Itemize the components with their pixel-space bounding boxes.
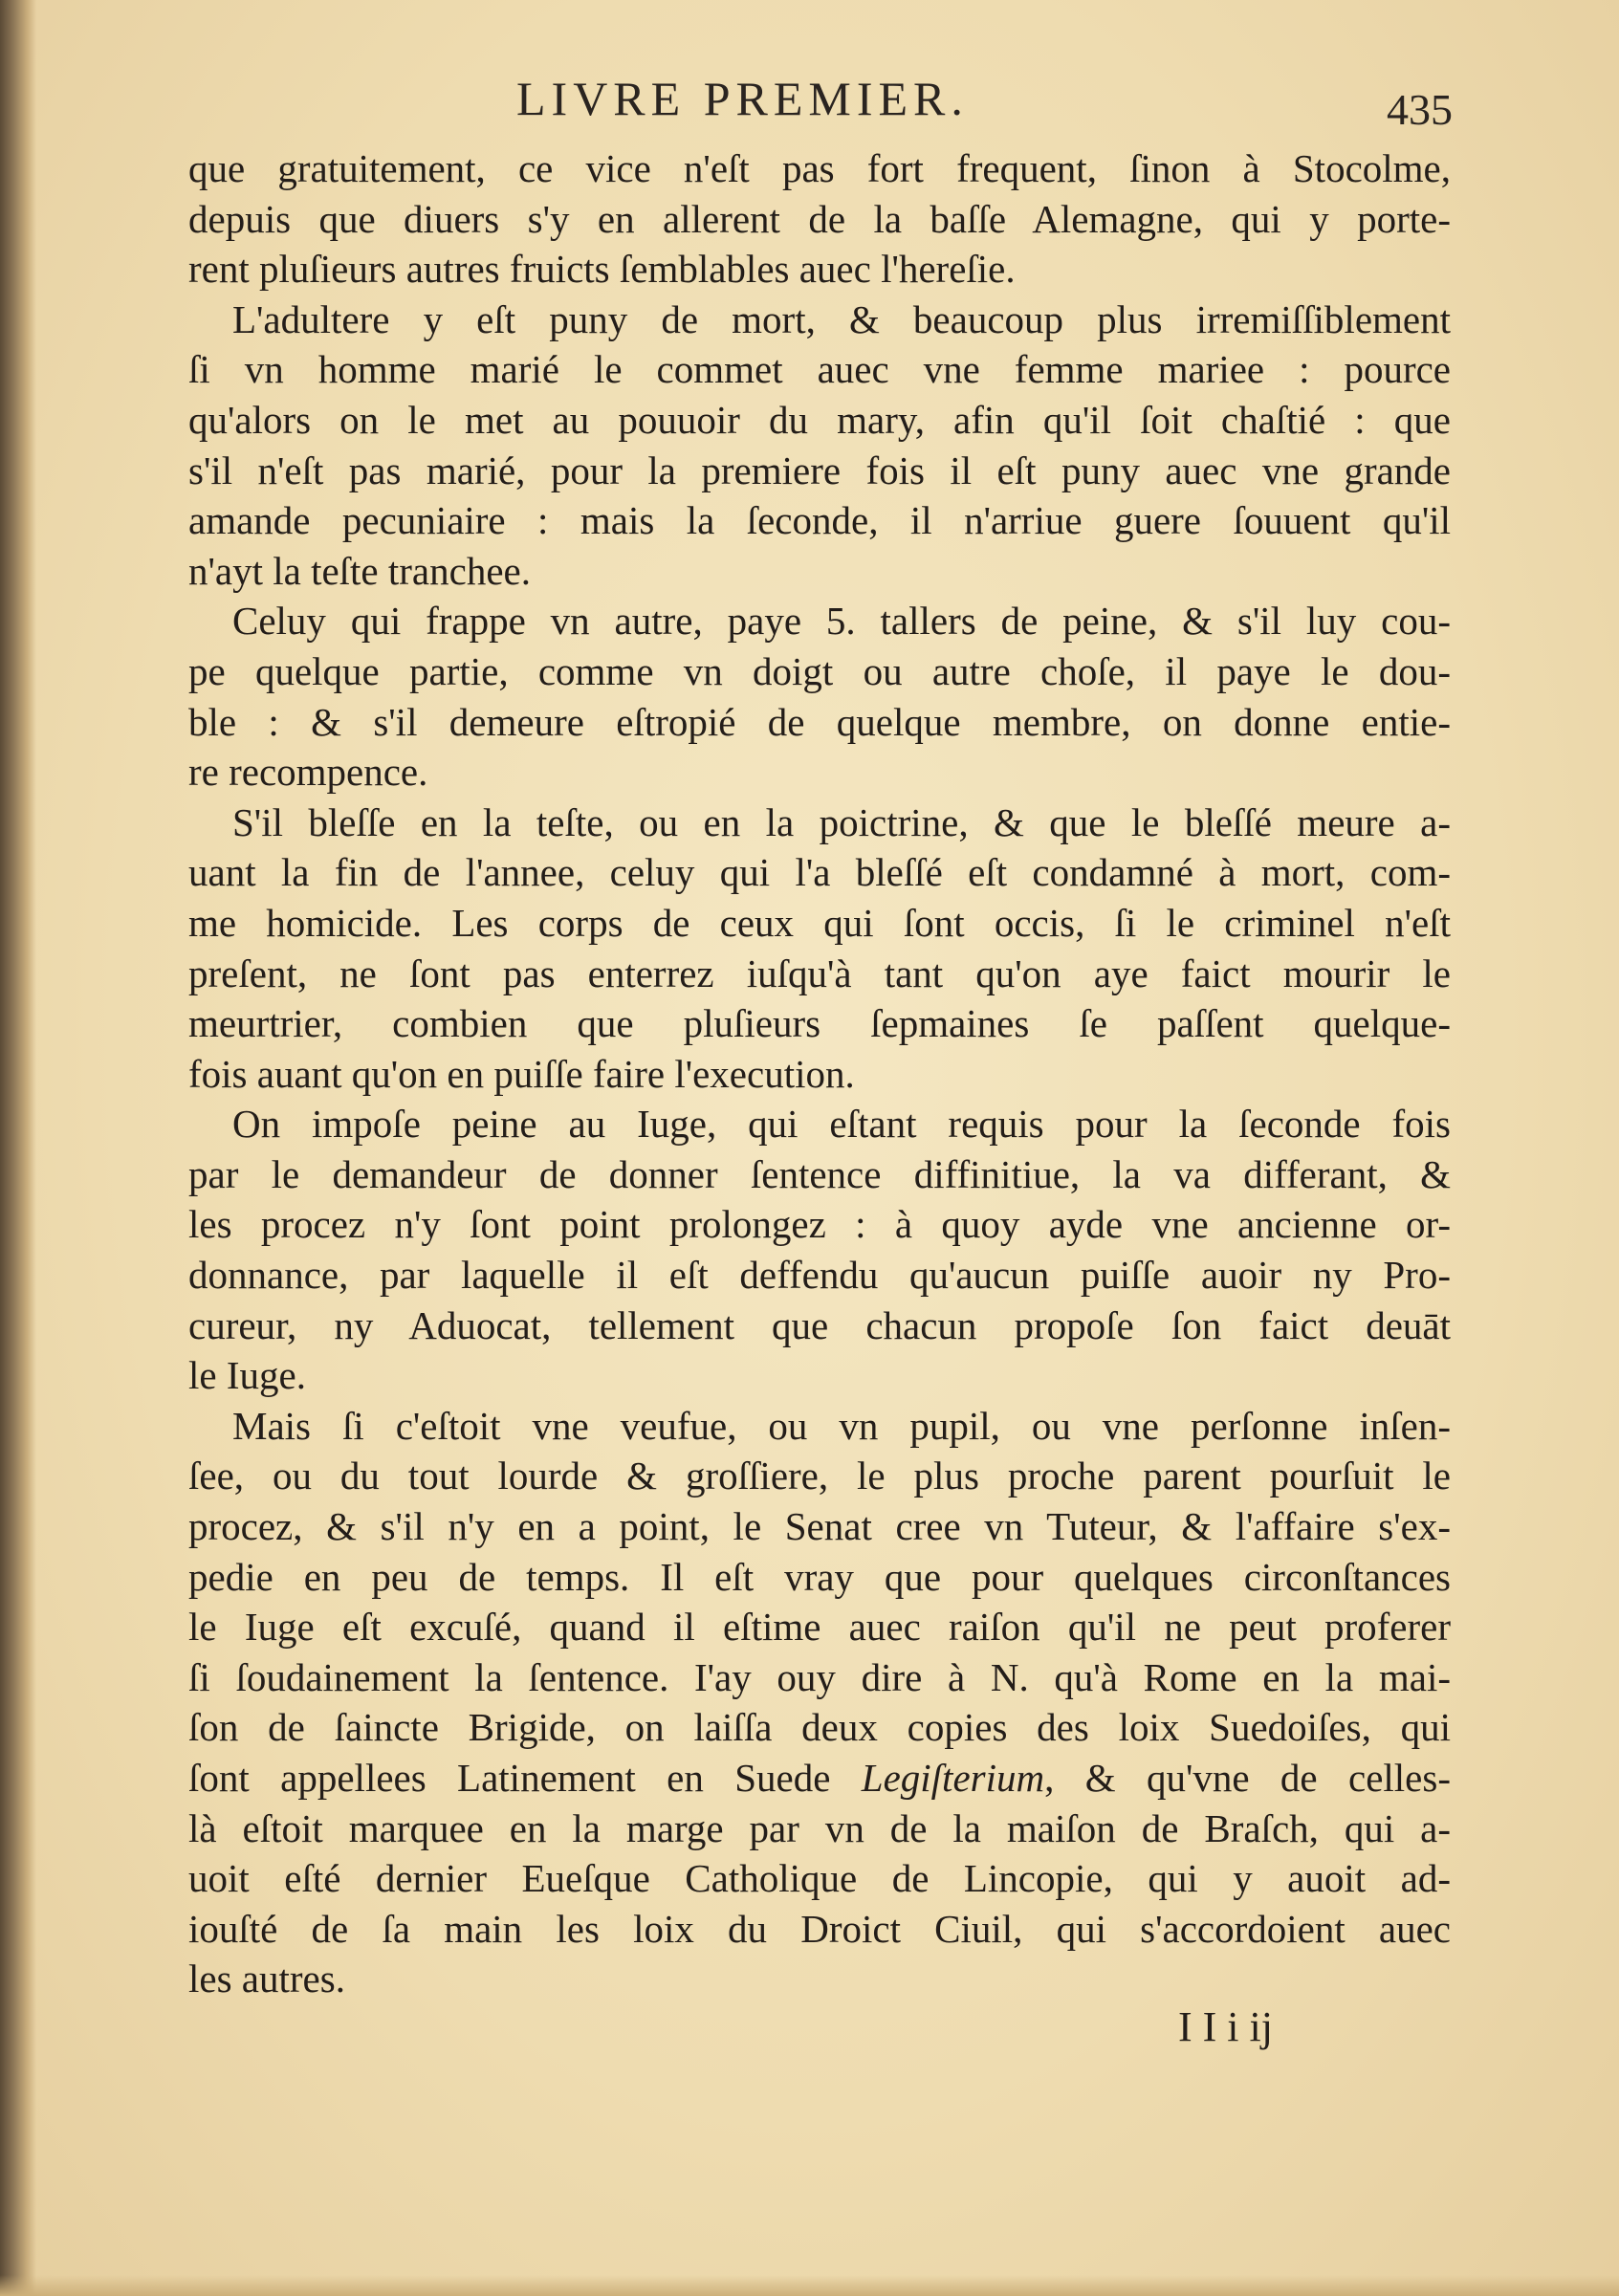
text-line-2: depuis que diuers s'y en allerent de la baſſe Alemagne, qui y porte- (188, 196, 1451, 241)
text-line-1: que gratuitement, ce vice n'eſt pas fort frequent, ſinon à Stocolme, (188, 146, 1451, 190)
text-line-28: procez, & s'il n'y en a point, le Senat cree vn Tuteur, & l'affaire s'ex- (188, 1504, 1451, 1549)
text-line-24: cureur, ny Aduocat, tellement que chacun propoſe ſon faict deuāt (188, 1302, 1451, 1347)
text-line-16: me homicide. Les corps de ceux qui ſont occis, ſi le criminel n'eſt (188, 900, 1451, 945)
text-line-13: re recompence. (188, 750, 428, 795)
text-line-6: qu'alors on le met au pouuoir du mary, afin qu'il ſoit chaſtié : que (188, 397, 1451, 442)
text-line-33: ſont appellees Latinement en Suede Legiſterium, & qu'vne de celles- (188, 1756, 1451, 1800)
text-line-36: iouſté de ſa main les loix du Droict Ciuil, qui s'accordoient auec (188, 1906, 1451, 1951)
text-line-22: les procez n'y ſont point prolongez : à quoy ayde vne ancienne or- (188, 1202, 1451, 1247)
signature-mark: I I i ij (1178, 2003, 1273, 2050)
text-line-32: ſon de ſaincte Brigide, on laiſſa deux copies des loix Suedoiſes, qui (188, 1705, 1451, 1750)
text-line-7: s'il n'eſt pas marié, pour la premiere fois il eſt puny auec vne grande (188, 448, 1451, 492)
text-line-35: uoit eſté dernier Eueſque Catholique de Lincopie, qui y auoit ad- (188, 1856, 1451, 1901)
text-line-26: Mais ſi c'eſtoit vne veufue, ou vn pupil, ou vne perſonne inſen- (232, 1403, 1451, 1448)
text-line-29: pedie en peu de temps. Il eſt vray que pour quelques circonſtances (188, 1554, 1451, 1599)
text-line-34: là eſtoit marquee en la marge par vn de la maiſon de Braſch, qui a- (188, 1805, 1451, 1850)
text-line-5: ſi vn homme marié le commet auec vne femme mariee : pource (188, 347, 1451, 392)
text-line-30: le Iuge eſt excuſé, quand il eſtime auec raiſon qu'il ne peut proferer (188, 1605, 1451, 1650)
text-line-9: n'ayt la teſte tranchee. (188, 548, 531, 593)
page-number: 435 (1387, 85, 1453, 134)
latin-term: Legiſterium (861, 1756, 1045, 1800)
text-line-8: amande pecuniaire : mais la ſeconde, il n'arriue guere ſouuent qu'il (188, 498, 1451, 543)
text-line-4: L'adultere y eſt puny de mort, & beaucoup plus irremiſſiblement (232, 296, 1451, 341)
text-line-20: On impoſe peine au Iuge, qui eſtant requis pour la ſeconde fois (232, 1102, 1451, 1147)
text-line-18: meurtrier, combien que pluſieurs ſepmaines ſe paſſent quelque- (188, 1001, 1451, 1046)
text-line-14: S'il bleſſe en la teſte, ou en la poictrine, & que le bleſſé meure a- (232, 799, 1451, 844)
text-line-27: ſee, ou du tout lourde & groſſiere, le plus proche parent pourſuit le (188, 1454, 1451, 1498)
page-gutter-shadow (0, 0, 36, 2296)
text-line-15: uant la fin de l'annee, celuy qui l'a bleſſé eſt condamné à mort, com- (188, 850, 1451, 895)
text-line-23: donnance, par laquelle il eſt deffendu qu'aucun puiſſe auoir ny Pro- (188, 1253, 1451, 1298)
text-line-17: preſent, ne ſont pas enterrez iuſqu'à tant qu'on aye faict mourir le (188, 951, 1451, 995)
page-bottom-edge (0, 2275, 1619, 2296)
text-line-3: rent pluſieurs autres fruicts ſemblables auec l'hereſie. (188, 247, 1016, 292)
text-line-10: Celuy qui frappe vn autre, paye 5. tallers de peine, & s'il luy cou- (232, 599, 1451, 644)
text-line-31: ſi ſoudainement la ſentence. I'ay ouy dire à N. qu'à Rome en la mai- (188, 1654, 1451, 1699)
text-line-25: le Iuge. (188, 1353, 306, 1398)
running-head: LIVRE PREMIER. (516, 72, 969, 125)
body-text (188, 143, 1451, 2004)
text-line-11: pe quelque partie, comme vn doigt ou autre choſe, il paye le dou- (188, 648, 1451, 693)
text-line-37: les autres. (188, 1957, 345, 2001)
text-line-12: ble : & s'il demeure eſtropié de quelque membre, on donne entie- (188, 699, 1451, 744)
text-line-19: fois auant qu'on en puiſſe faire l'execution. (188, 1051, 855, 1096)
text-line-21: par le demandeur de donner ſentence diffinitiue, la va differant, & (188, 1151, 1451, 1196)
